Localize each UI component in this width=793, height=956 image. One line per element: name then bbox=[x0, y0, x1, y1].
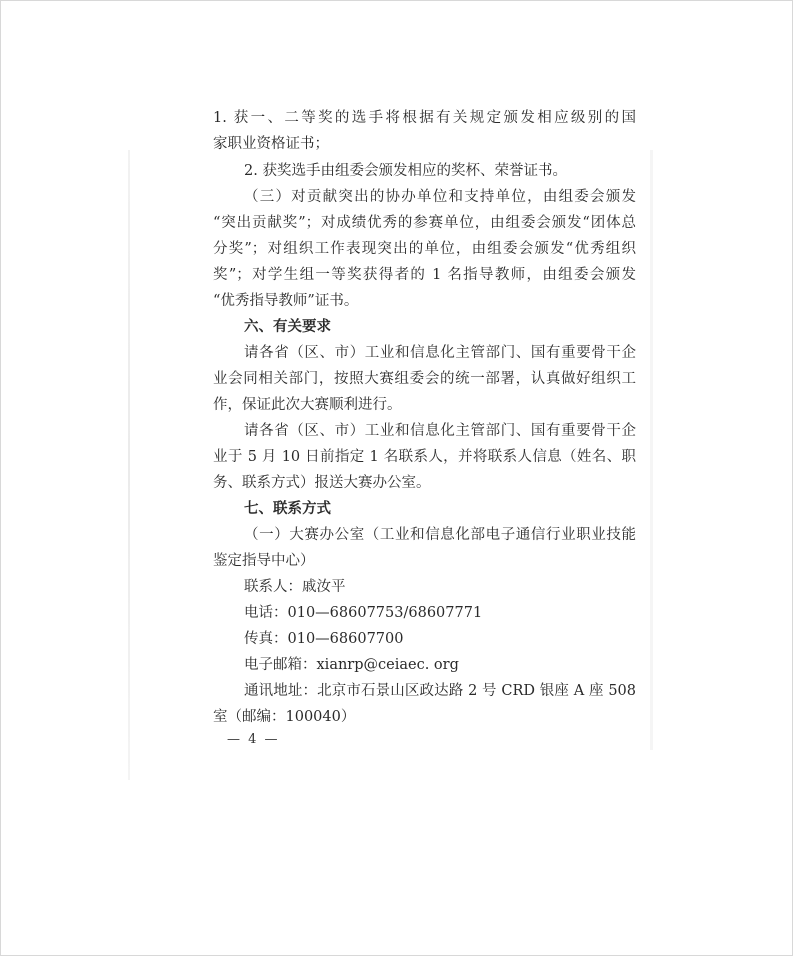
paragraph-3-line-4: 奖”；对学生组一等奖获得者的 1 名指导教师，由组委会颁发 bbox=[213, 267, 636, 283]
contact-address-line-1: 通讯地址：北京市石景山区政达路 2 号 CRD 银座 A 座 508 bbox=[244, 683, 636, 699]
paragraph-3-line-5: “优秀指导教师”证书。 bbox=[213, 293, 359, 309]
contact-fax: 传真：010—68607700 bbox=[244, 631, 404, 647]
section-heading-6: 六、有关要求 bbox=[244, 319, 331, 335]
contact-email: 电子邮箱：xianrp@ceiaec. org bbox=[244, 657, 459, 673]
requirement-1-line-2: 业会同相关部门，按照大赛组委会的统一部署，认真做好组织工 bbox=[213, 371, 636, 387]
paragraph-award-2: 2. 获奖选手由组委会颁发相应的奖杯、荣誉证书。 bbox=[244, 163, 567, 179]
contact-person: 联系人：戚汝平 bbox=[244, 579, 346, 595]
contact-office-line-1: （一）大赛办公室（工业和信息化部电子通信行业职业技能 bbox=[244, 527, 636, 543]
section-heading-7: 七、联系方式 bbox=[244, 501, 331, 517]
page-number: — 4 — bbox=[227, 732, 280, 747]
contact-phone: 电话：010—68607753/68607771 bbox=[244, 605, 483, 621]
paragraph-3-line-2: “突出贡献奖”；对成绩优秀的参赛单位，由组委会颁发“团体总 bbox=[213, 215, 636, 231]
requirement-2-line-1: 请各省（区、市）工业和信息化主管部门、国有重要骨干企 bbox=[244, 423, 636, 439]
paragraph-3-line-3: 分奖”；对组织工作表现突出的单位，由组委会颁发“优秀组织 bbox=[213, 241, 636, 257]
requirement-1-line-1: 请各省（区、市）工业和信息化主管部门、国有重要骨干企 bbox=[244, 345, 636, 361]
requirement-2-line-2: 业于 5 月 10 日前指定 1 名联系人，并将联系人信息（姓名、职 bbox=[213, 449, 636, 465]
requirement-1-line-3: 作，保证此次大赛顺利进行。 bbox=[213, 397, 402, 413]
paragraph-award-1-line-1: 1. 获一、二等奖的选手将根据有关规定颁发相应级别的国 bbox=[213, 110, 636, 126]
contact-address-line-2: 室（邮编：100040） bbox=[213, 709, 356, 725]
requirement-2-line-3: 务、联系方式）报送大赛办公室。 bbox=[213, 475, 431, 491]
paragraph-3-line-1: （三）对贡献突出的协办单位和支持单位，由组委会颁发 bbox=[244, 189, 636, 205]
contact-office-line-2: 鉴定指导中心） bbox=[213, 553, 315, 569]
paragraph-award-1-line-2: 家职业资格证书； bbox=[213, 136, 329, 152]
